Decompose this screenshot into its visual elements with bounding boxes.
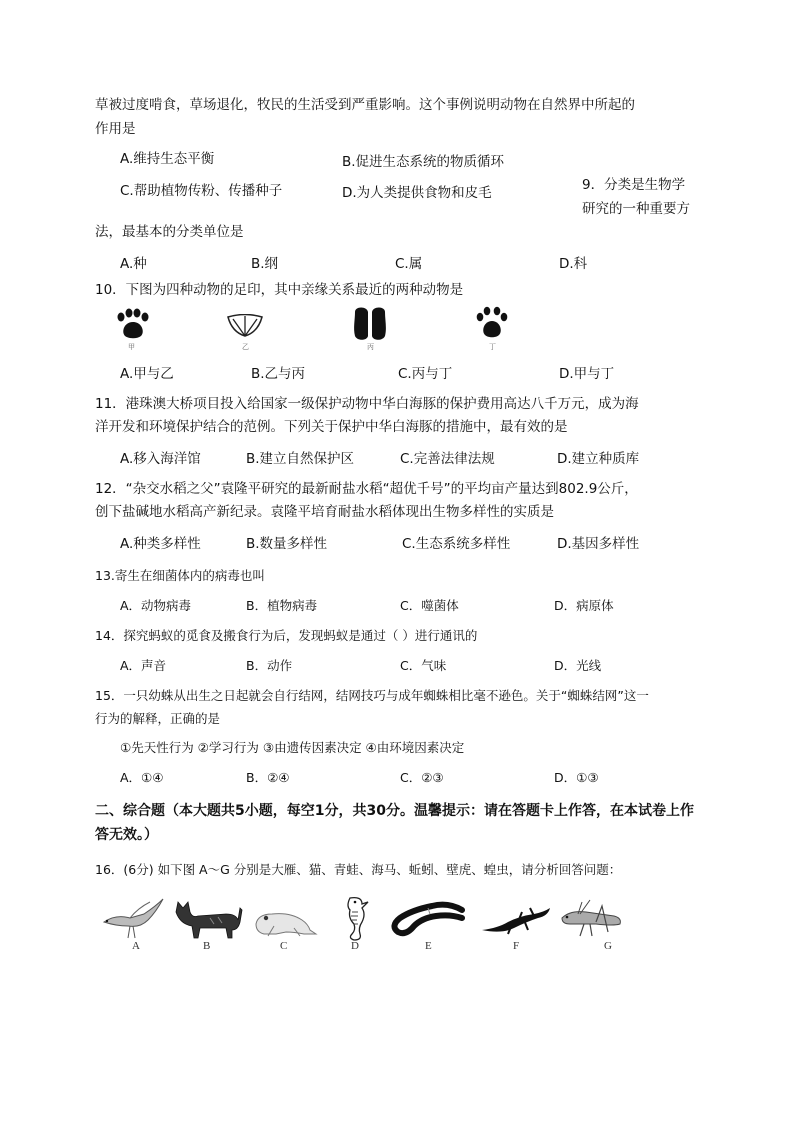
q8-option-c: C.帮助植物传粉、传播种子 (120, 183, 283, 199)
webbed-foot-yi-icon (225, 314, 265, 338)
q11-stem-line2: 洋开发和环境保护结合的范例。下列关于保护中华白海豚的措施中，最有效的是 (95, 419, 568, 435)
q12-stem-line1: 12．“杂交水稻之父”袁隆平研究的最新耐盐水稻“超优千号”的平均亩产量达到802.9公斤， (95, 481, 638, 497)
frog-figure (250, 906, 318, 938)
q8-stem-line1: 草被过度啃食，草场退化，牧民的生活受到严重影响。这个事例说明动物在自然界中所起的 (95, 97, 635, 113)
caption-yi: 乙 (242, 343, 249, 351)
q12-option-d: D.基因多样性 (557, 536, 640, 552)
label-a: A (132, 940, 140, 952)
q11-stem-line1: 11．港珠澳大桥项目投入给国家一级保护动物中华白海豚的保护费用高达八千万元，成为海 (95, 396, 639, 412)
q13-option-d: D．病原体 (554, 598, 614, 613)
section2-heading-line1: 二、综合题（本大题共5小题，每空1分，共30分。温馨提示：请在答题卡上作答，在本试卷上作 (95, 803, 694, 819)
label-b: B (203, 940, 211, 952)
caption-ding: 丁 (489, 343, 496, 351)
q9-option-b: B.纲 (251, 256, 279, 272)
q8-option-b: B.促进生态系统的物质循环 (342, 154, 505, 170)
q10-option-b: B.乙与丙 (251, 366, 306, 382)
label-g: G (604, 940, 612, 952)
q16-stem: 16．(6分) 如下图 A～G 分别是大雁、猫、青蛙、海马、蚯蚓、壁虎、蝗虫，请分析回答问题： (95, 862, 622, 877)
q12-stem-line2: 创下盐碱地水稻高产新纪录。袁隆平培育耐盐水稻体现出生物多样性的实质是 (95, 504, 554, 520)
q9-stem-side2: 研究的一种重要方 (582, 201, 690, 217)
q15-statements: ①先天性行为 ②学习行为 ③由遗传因素决定 ④由环境因素决定 (120, 740, 465, 755)
caption-jia: 甲 (128, 343, 135, 351)
q14-stem: 14．探究蚂蚁的觅食及搬食行为后，发现蚂蚁是通过（ ）进行通讯的 (95, 628, 478, 643)
q8-stem-line2: 作用是 (95, 121, 136, 137)
caption-bing: 丙 (367, 343, 374, 351)
q12-option-a: A.种类多样性 (120, 536, 201, 552)
label-c: C (280, 940, 288, 952)
q11-option-c: C.完善法律法规 (400, 451, 495, 467)
q15-option-a: A．①④ (120, 770, 164, 785)
paw-print-jia-icon (112, 308, 154, 342)
locust-figure (556, 898, 626, 940)
q12-option-c: C.生态系统多样性 (402, 536, 511, 552)
q9-option-d: D.科 (559, 256, 588, 272)
q12-option-b: B.数量多样性 (246, 536, 328, 552)
q9-option-a: A.种 (120, 256, 147, 272)
q13-option-c: C．噬菌体 (400, 598, 459, 613)
paw-print-ding-icon (472, 306, 512, 340)
q9-stem-line2: 法，最基本的分类单位是 (95, 224, 244, 240)
q14-option-c: C．气味 (400, 658, 447, 673)
hoof-print-bing-icon (350, 306, 390, 342)
q15-option-b: B．②④ (246, 770, 290, 785)
q13-stem: 13.寄生在细菌体内的病毒也叫 (95, 568, 265, 583)
label-f: F (513, 940, 520, 952)
q10-stem: 10．下图为四种动物的足印，其中亲缘关系最近的两种动物是 (95, 282, 464, 298)
section2-heading-line2: 答无效。） (95, 827, 158, 843)
q15-option-c: C．②③ (400, 770, 444, 785)
q15-option-d: D．①③ (554, 770, 599, 785)
seahorse-figure (336, 894, 376, 942)
q13-option-a: A．动物病毒 (120, 598, 192, 613)
q14-option-a: A．声音 (120, 658, 167, 673)
q10-option-c: C.丙与丁 (398, 366, 453, 382)
q11-option-a: A.移入海洋馆 (120, 451, 201, 467)
wild-goose-figure (100, 896, 168, 940)
q10-option-d: D.甲与丁 (559, 366, 615, 382)
q9-option-c: C.属 (395, 256, 423, 272)
q15-stem-line1: 15．一只幼蛛从出生之日起就会自行结网，结网技巧与成年蜘蛛相比毫不逊色。关于“蜘蛛结网”这一 (95, 688, 649, 703)
q10-option-a: A.甲与乙 (120, 366, 174, 382)
q9-stem-side1: 9．分类是生物学 (582, 177, 686, 193)
q11-option-d: D.建立种质库 (557, 451, 640, 467)
gecko-figure (478, 902, 554, 938)
q15-stem-line2: 行为的解释，正确的是 (95, 711, 221, 726)
q8-option-a: A.维持生态平衡 (120, 151, 215, 167)
label-e: E (425, 940, 432, 952)
q8-option-d: D.为人类提供食物和皮毛 (342, 185, 492, 201)
q14-option-b: B．动作 (246, 658, 293, 673)
cat-figure (170, 898, 244, 940)
q13-option-b: B．植物病毒 (246, 598, 318, 613)
q14-option-d: D．光线 (554, 658, 602, 673)
label-d: D (351, 940, 359, 952)
earthworm-figure (388, 900, 468, 940)
q11-option-b: B.建立自然保护区 (246, 451, 355, 467)
